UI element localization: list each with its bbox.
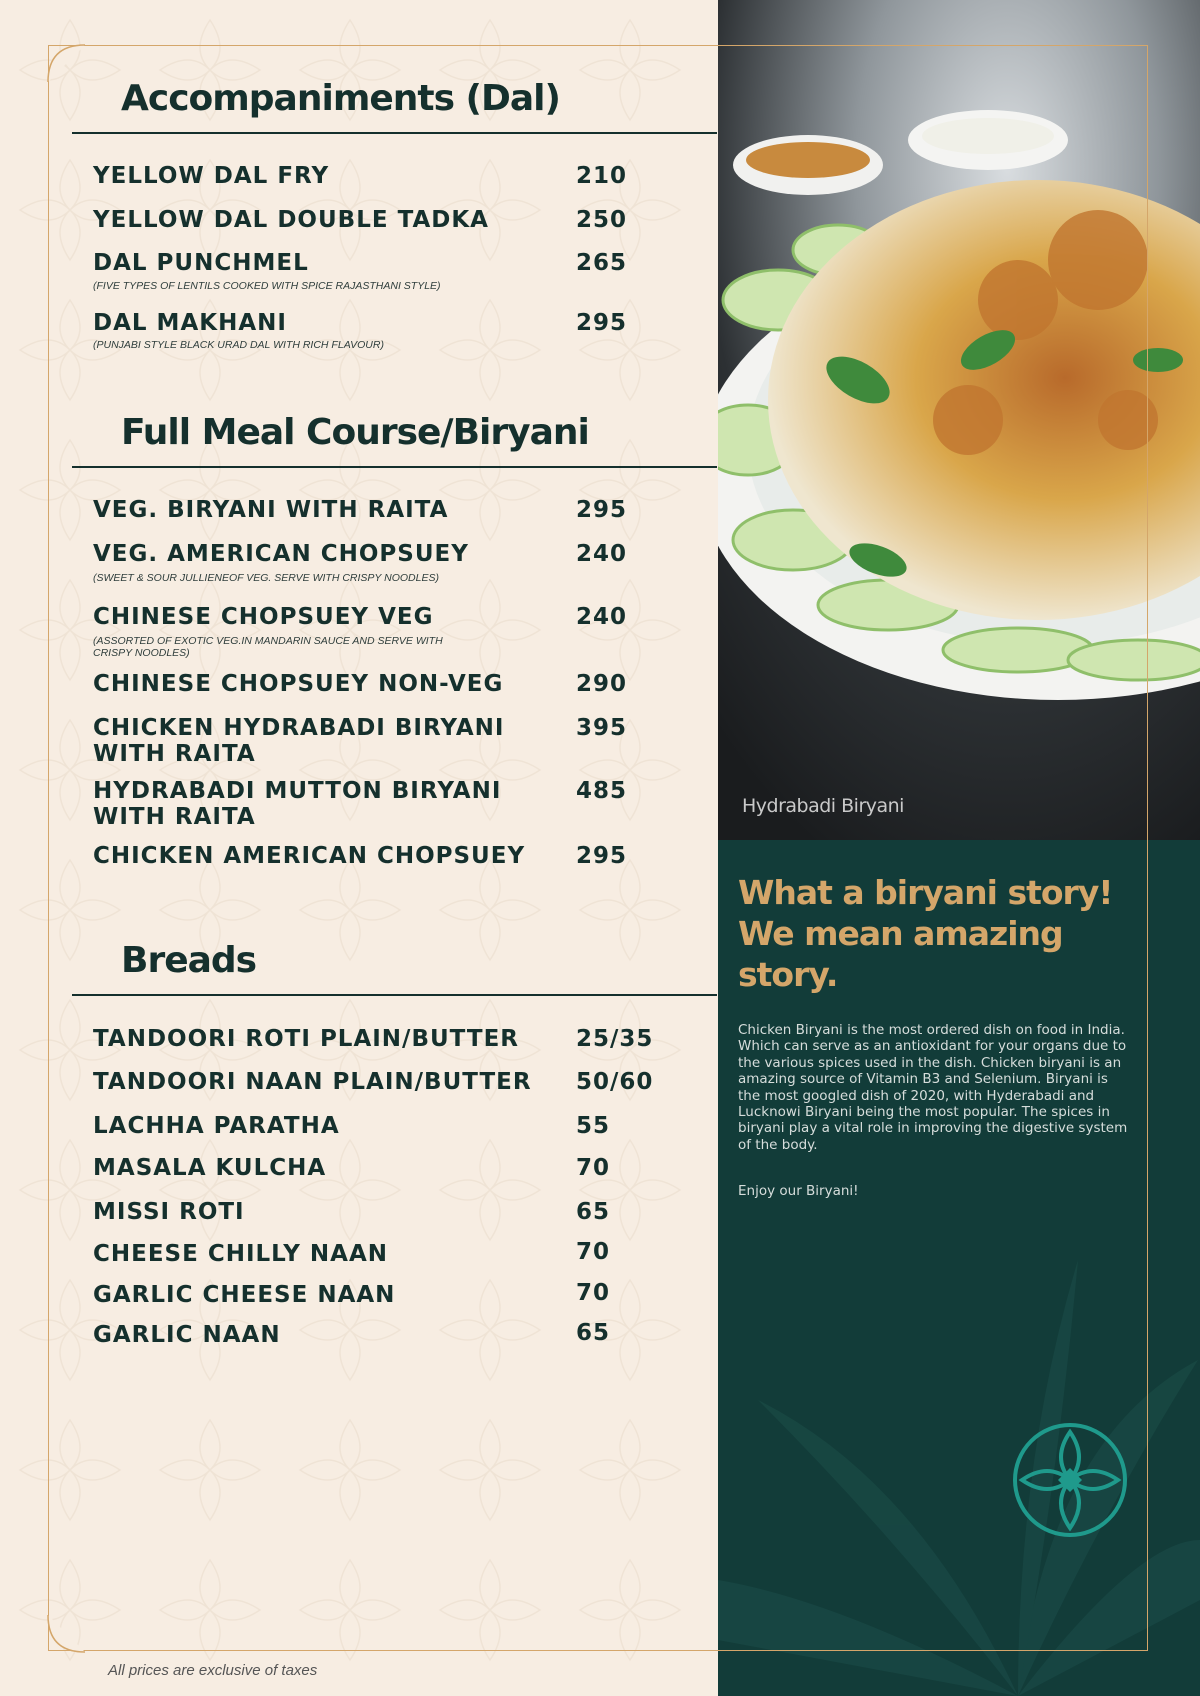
menu-item-name: CHICKEN AMERICAN CHOPSUEY	[93, 843, 526, 869]
menu-item-name: TANDOORI ROTI PLAIN/BUTTER	[93, 1026, 519, 1052]
menu-item-price: 485	[576, 778, 628, 804]
menu-item-name: CHICKEN HYDRABADI BIRYANI WITH RAITA	[93, 715, 505, 767]
menu-item-price: 240	[576, 541, 628, 567]
menu-item-price: 65	[576, 1199, 611, 1225]
menu-item-price: 70	[576, 1280, 611, 1306]
story-closing: Enjoy our Biryani!	[738, 1183, 859, 1199]
menu-item-name: VEG. AMERICAN CHOPSUEY	[93, 541, 469, 567]
menu-item-description: (PUNJABI STYLE BLACK URAD DAL WITH RICH FLAVOUR)	[93, 339, 384, 351]
menu-item-name: VEG. BIRYANI WITH RAITA	[93, 497, 449, 523]
section-title-dal: Accompaniments (Dal)	[121, 78, 560, 119]
section-title-breads: Breads	[121, 940, 257, 981]
menu-item-price: 50/60	[576, 1069, 654, 1095]
menu-item-price: 295	[576, 497, 628, 523]
menu-item-price: 210	[576, 163, 628, 189]
menu-item-name: CHEESE CHILLY NAAN	[93, 1241, 389, 1267]
menu-item-price: 250	[576, 207, 628, 233]
section-title-biryani: Full Meal Course/Biryani	[121, 412, 589, 453]
menu-item-name: GARLIC CHEESE NAAN	[93, 1282, 396, 1308]
menu-item-name: HYDRABADI MUTTON BIRYANI WITH RAITA	[93, 778, 502, 830]
menu-item-price: 25/35	[576, 1026, 654, 1052]
menu-item-name: MASALA KULCHA	[93, 1155, 327, 1181]
menu-item-price: 295	[576, 310, 628, 336]
story-body: Chicken Biryani is the most ordered dish on food in India. Which can serve as an antioxidant for your organs due to the various spices used in the dish. Chicken biryani is an amazing source of Vitamin B3 and Selenium. Biryani is the most googled dish of 2020, with Hyderabadi and Lucknowi Biryani being the most popular. The spices in biryani play a vital role in improving the digestive system of the body.	[738, 1022, 1128, 1153]
menu-item-price: 70	[576, 1239, 611, 1265]
frame-corner-bottom-left	[40, 1610, 90, 1660]
menu-item-price: 240	[576, 604, 628, 630]
menu-item-name: DAL MAKHANI	[93, 310, 287, 336]
menu-item-name: YELLOW DAL DOUBLE TADKA	[93, 207, 489, 233]
menu-item-price: 290	[576, 671, 628, 697]
menu-item-description: (ASSORTED OF EXOTIC VEG.IN MANDARIN SAUCE AND SERVE WITH CRISPY NOODLES)	[93, 635, 443, 659]
menu-item-name: CHINESE CHOPSUEY VEG	[93, 604, 434, 630]
menu-item-name: TANDOORI NAAN PLAIN/BUTTER	[93, 1069, 532, 1095]
frame-corner-top-left	[40, 37, 90, 87]
menu-item-price: 295	[576, 843, 628, 869]
menu-item-name: GARLIC NAAN	[93, 1322, 281, 1348]
menu-item-price: 55	[576, 1113, 611, 1139]
tax-footnote: All prices are exclusive of taxes	[108, 1662, 318, 1679]
section-divider	[72, 132, 717, 134]
menu-item-name: MISSI ROTI	[93, 1199, 245, 1225]
menu-item-name: YELLOW DAL FRY	[93, 163, 330, 189]
menu-item-description: (SWEET & SOUR JULLIENEOF VEG. SERVE WITH CRISPY NOODLES)	[93, 572, 439, 584]
menu-item-price: 395	[576, 715, 628, 741]
menu-item-price: 65	[576, 1320, 611, 1346]
section-divider	[72, 466, 717, 468]
menu-item-name: DAL PUNCHMEL	[93, 250, 309, 276]
menu-item-description: (FIVE TYPES OF LENTILS COOKED WITH SPICE RAJASTHANI STYLE)	[93, 280, 441, 292]
section-divider	[72, 994, 717, 996]
menu-item-name: LACHHA PARATHA	[93, 1113, 340, 1139]
story-title: What a biryani story! We mean amazing story.	[738, 873, 1113, 994]
photo-caption: Hydrabadi Biryani	[742, 795, 904, 817]
brand-logo-icon	[1010, 1420, 1130, 1540]
menu-item-price: 265	[576, 250, 628, 276]
menu-item-price: 70	[576, 1155, 611, 1181]
menu-item-name: CHINESE CHOPSUEY NON-VEG	[93, 671, 504, 697]
